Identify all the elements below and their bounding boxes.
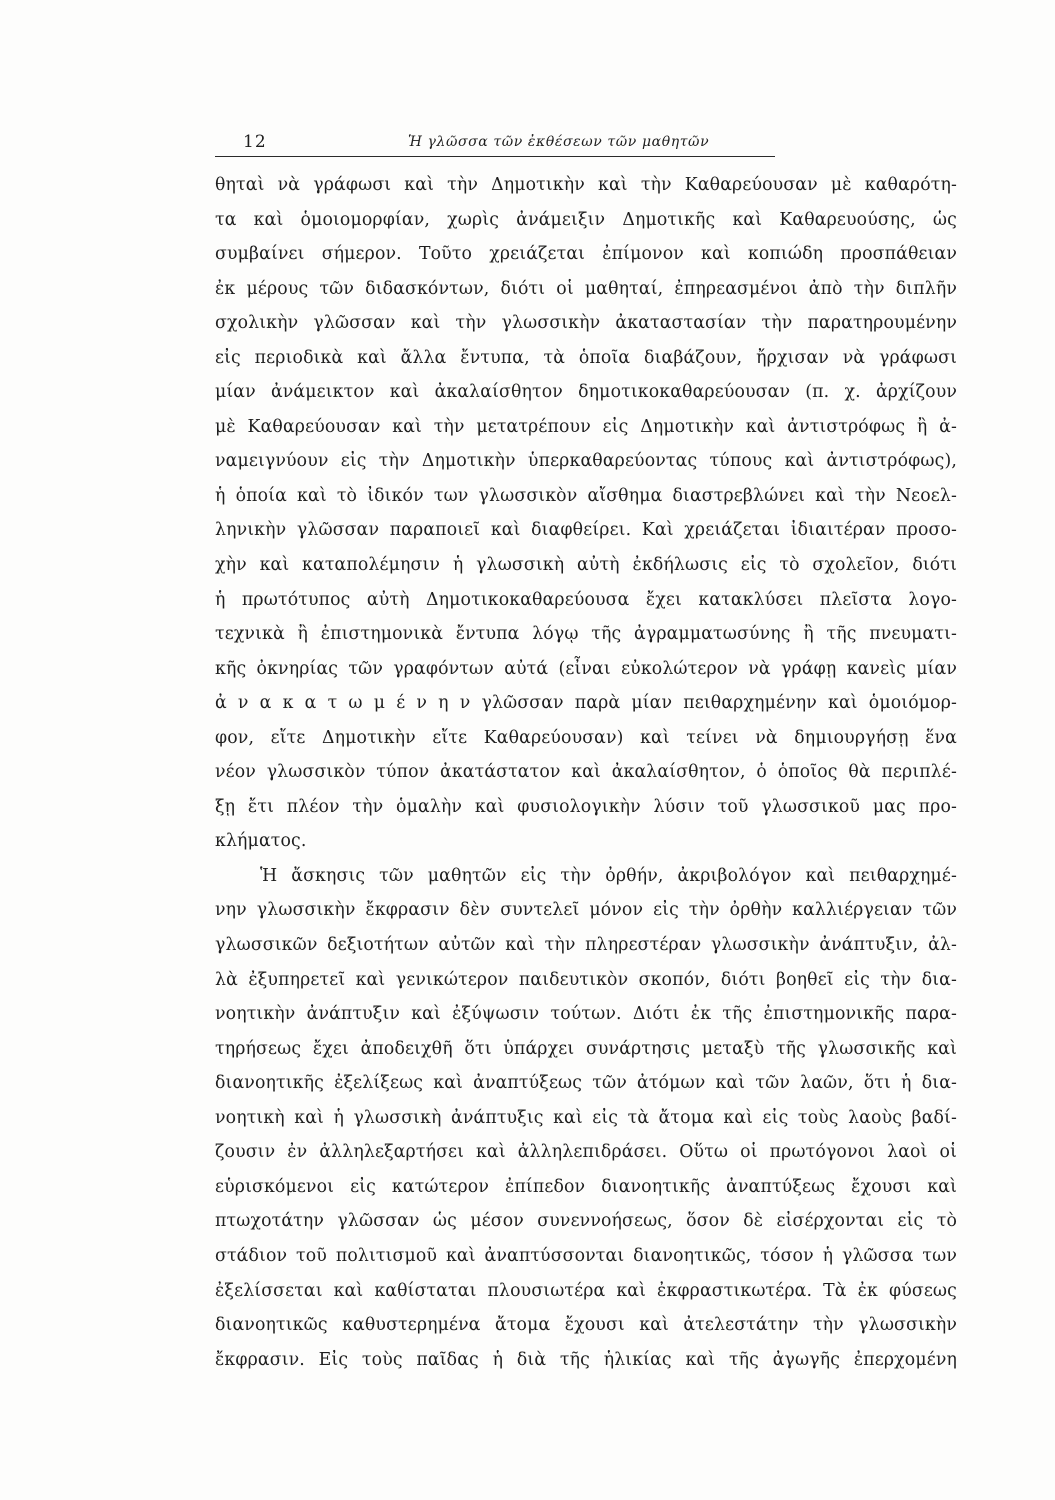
page-header bbox=[215, 132, 775, 158]
text-line: μὲ Καθαρεύουσαν καὶ τὴν μετατρέπουν εἰς Δημοτικὴν καὶ ἀντιστρόφως ἢ ἀ- bbox=[215, 416, 957, 437]
text-line: εἰς περιοδικὰ καὶ ἄλλα ἔντυπα, τὰ ὁποῖα διαβάζουν, ἤρχισαν νὰ γράφωσι bbox=[215, 347, 957, 368]
text-line: ζουσιν ἐν ἀλληλεξαρτήσει καὶ ἀλληλεπιδράσει. Οὕτω οἱ πρωτόγονοι λαοὶ οἱ bbox=[215, 1142, 957, 1163]
text-line: γλωσσικῶν δεξιοτήτων αὐτῶν καὶ τὴν πληρεστέραν γλωσσικὴν ἀνάπτυξιν, ἀλ- bbox=[215, 935, 957, 956]
text-line: ἡ ὁποία καὶ τὸ ἰδικόν των γλωσσικὸν αἴσθημα διαστρεβλώνει καὶ τὴν Νεοελ- bbox=[215, 485, 957, 506]
text-line: κῆς ὀκνηρίας τῶν γραφόντων αὐτά (εἶναι εὐκολώτερον νὰ γράφῃ κανεὶς μίαν bbox=[215, 658, 957, 679]
text-line: σχολικὴν γλῶσσαν καὶ τὴν γλωσσικὴν ἀκαταστασίαν τὴν παρατηρουμένην bbox=[215, 313, 957, 334]
text-line: στάδιον τοῦ πολιτισμοῦ καὶ ἀναπτύσσονται διανοητικῶς, τόσον ἡ γλῶσσα των bbox=[215, 1245, 957, 1266]
text-line: λὰ ἐξυπηρετεῖ καὶ γενικώτερον παιδευτικὸν σκοπόν, διότι βοηθεῖ εἰς τὴν δια- bbox=[215, 969, 957, 990]
text-line: τα καὶ ὁμοιομορφίαν, χωρὶς ἀνάμειξιν Δημοτικῆς καὶ Καθαρευούσης, ὡς bbox=[215, 209, 957, 230]
text-line: τηρήσεως ἔχει ἀποδειχθῆ ὅτι ὑπάρχει συνάρτησις μεταξὺ τῆς γλωσσικῆς καὶ bbox=[215, 1038, 957, 1059]
text-line: διανοητικῆς ἐξελίξεως καὶ ἀναπτύξεως τῶν ἀτόμων καὶ τῶν λαῶν, ὅτι ἡ δια- bbox=[215, 1073, 957, 1094]
running-title: Ἡ γλῶσσα τῶν ἐκθέσεων τῶν μαθητῶν bbox=[408, 134, 710, 150]
text-line: εὑρισκόμενοι εἰς κατώτερον ἐπίπεδον διανοητικῆς ἀναπτύξεως ἔχουσι καὶ bbox=[215, 1176, 957, 1197]
text-line: μίαν ἀνάμεικτον καὶ ἀκαλαίσθητον δημοτικοκαθαρεύουσαν (π. χ. ἀρχίζουν bbox=[215, 382, 957, 403]
text-line: ἔκφρασιν. Εἰς τοὺς παῖδας ἡ διὰ τῆς ἡλικίας καὶ τῆς ἀγωγῆς ἐπερχομένη bbox=[215, 1349, 957, 1370]
text-line: νοητικὴν ἀνάπτυξιν καὶ ἐξύψωσιν τούτων. Διότι ἐκ τῆς ἐπιστημονικῆς παρα- bbox=[215, 1004, 957, 1025]
body-text bbox=[215, 168, 957, 1377]
text-line: νην γλωσσικὴν ἔκφρασιν δὲν συντελεῖ μόνον εἰς τὴν ὀρθὴν καλλιέργειαν τῶν bbox=[215, 900, 957, 921]
text-line: νοητικὴ καὶ ἡ γλωσσικὴ ἀνάπτυξις καὶ εἰς τὰ ἄτομα καὶ εἰς τοὺς λαοὺς βαδί- bbox=[215, 1107, 957, 1128]
page-number: 12 bbox=[243, 132, 267, 152]
text-line: ἐκ μέρους τῶν διδασκόντων, διότι οἱ μαθηταί, ἐπηρεασμένοι ἀπὸ τὴν διπλῆν bbox=[215, 278, 957, 299]
text-line: συμβαίνει σήμερον. Τοῦτο χρειάζεται ἐπίμονον καὶ κοπιώδη προσπάθειαν bbox=[215, 244, 957, 265]
text-line: πτωχοτάτην γλῶσσαν ὡς μέσον συνεννοήσεως, ὅσον δὲ εἰσέρχονται εἰς τὸ bbox=[215, 1211, 957, 1232]
paragraph-end-line: κλήματος. bbox=[215, 831, 307, 852]
text-line: θηταὶ νὰ γράφωσι καὶ τὴν Δημοτικὴν καὶ τὴν Καθαρεύουσαν μὲ καθαρότη- bbox=[215, 175, 957, 195]
text-line: ἐξελίσσεται καὶ καθίσταται πλουσιωτέρα καὶ ἐκφραστικωτέρα. Τὰ ἐκ φύσεως bbox=[215, 1280, 957, 1301]
text-line: ξῃ ἔτι πλέον τὴν ὁμαλὴν καὶ φυσιολογικὴν λύσιν τοῦ γλωσσικοῦ μας προ- bbox=[215, 796, 957, 817]
text-line: ἀ ν α κ α τ ω μ έ ν η ν γλῶσσαν παρὰ μίαν πειθαρχημένην καὶ ὁμοιόμορ- bbox=[215, 693, 957, 714]
paragraph-start-line: Ἡ ἄσκησις τῶν μαθητῶν εἰς τὴν ὀρθήν, ἀκριβολόγον καὶ πειθαρχημέ- bbox=[260, 865, 957, 886]
text-line: ληνικὴν γλῶσσαν παραποιεῖ καὶ διαφθείρει. Καὶ χρειάζεται ἰδιαιτέραν προσο- bbox=[215, 520, 957, 541]
text-line: νέον γλωσσικὸν τύπον ἀκατάστατον καὶ ἀκαλαίσθητον, ὁ ὁποῖος θὰ περιπλέ- bbox=[215, 762, 957, 783]
text-line: ναμειγνύουν εἰς τὴν Δημοτικὴν ὑπερκαθαρεύοντας τύπους καὶ ἀντιστρόφως), bbox=[215, 451, 957, 472]
text-line: τεχνικὰ ἢ ἐπιστημονικὰ ἔντυπα λόγῳ τῆς ἀγραμματωσύνης ἢ τῆς πνευματι- bbox=[215, 624, 957, 645]
text-line: διανοητικῶς καθυστερημένα ἄτομα ἔχουσι καὶ ἀτελεστάτην τὴν γλωσσικὴν bbox=[215, 1315, 957, 1336]
text-line: φον, εἴτε Δημοτικὴν εἴτε Καθαρεύουσαν) καὶ τείνει νὰ δημιουργήσῃ ἕνα bbox=[215, 727, 957, 748]
header-rule bbox=[215, 156, 775, 157]
text-line: χὴν καὶ καταπολέμησιν ἡ γλωσσικὴ αὐτὴ ἐκδήλωσις εἰς τὸ σχολεῖον, διότι bbox=[215, 555, 957, 576]
text-line: ἡ πρωτότυπος αὐτὴ Δημοτικοκαθαρεύουσα ἔχει κατακλύσει πλεῖστα λογο- bbox=[215, 589, 957, 610]
